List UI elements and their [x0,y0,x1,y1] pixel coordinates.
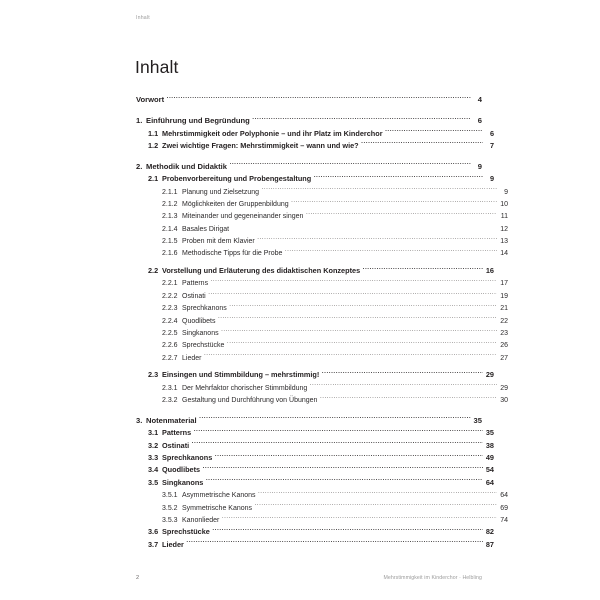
page-title: Inhalt [135,56,179,77]
toc-entry-number: 3. [136,415,143,425]
toc-entry-page: 17 [500,280,508,288]
toc-entry-page: 9 [504,188,508,196]
toc-dot-leader [199,411,470,423]
toc-entry-number: 1.1 [148,128,159,138]
toc-entry-label: Ostinati [182,292,206,300]
toc-entry-page: 23 [500,330,508,337]
toc-entry-label: Probenvorbereitung und Probengestaltung [162,174,312,184]
toc-entry-number: 2.2.2 [162,292,178,300]
toc-entry[interactable] [148,534,494,549]
toc-entry-number: 2.1.3 [162,213,178,221]
toc-entry-page: 11 [500,213,508,221]
toc-entry-label: Quodlibets [182,317,216,325]
toc-entry[interactable] [136,411,482,423]
toc-entry-number: 3.3 [148,453,159,463]
toc-entry-label: Lieder [182,354,202,362]
toc-entry-page: 16 [485,266,494,276]
toc-dot-leader [314,169,483,181]
toc-entry-page: 13 [500,238,508,246]
toc-entry[interactable] [162,273,508,288]
toc-dot-leader [227,335,497,347]
toc-dot-leader [206,472,483,484]
toc-entry-number: 2.2.4 [162,317,178,325]
toc-entry-page: 87 [485,539,494,549]
toc-entry[interactable] [148,423,494,438]
toc-entry-number: 2.1.6 [162,250,178,258]
toc-dot-leader [204,347,497,359]
toc-entry[interactable] [162,485,508,500]
toc-entry-label: Methodische Tipps für die Probe [182,250,283,258]
toc-entry-label: Vorstellung und Erläuterung des didaktischen Konzeptes [162,266,361,276]
toc-dot-leader [221,323,496,335]
toc-entry-number: 2.2.1 [162,280,178,288]
toc-entry-label: Symmetrische Kanons [182,504,253,512]
toc-entry-label: Planung und Zielsetzung [182,188,260,196]
toc-entry-number: 3.2 [148,440,159,450]
toc-entry-number: 2.1.2 [162,200,178,208]
toc-entry-number: 2.3.1 [162,384,178,392]
toc-dot-leader [232,218,497,230]
toc-dot-leader [257,231,496,243]
toc-entry-number: 3.5.2 [162,504,178,512]
toc-entry-page: 35 [485,428,494,438]
toc-entry[interactable] [136,90,482,105]
toc-entry[interactable] [136,111,482,126]
toc-entry-label: Möglichkeiten der Gruppenbildung [182,200,289,208]
toc-entry-page: 10 [500,200,508,208]
toc-entry-page: 4 [477,95,482,105]
toc-entry-number: 3.6 [148,527,159,537]
toc-entry-label: Einsingen und Stimmbildung – mehrstimmig! [162,370,320,380]
toc-dot-leader [203,460,483,472]
toc-dot-leader [285,243,497,255]
toc-entry-page: 9 [477,161,482,171]
toc-entry-label: Basales Dirigat [182,225,230,233]
toc-dot-leader [218,310,497,322]
toc-entry-label: Der Mehrfaktor chorischer Stimmbildung [182,384,308,392]
toc-dot-leader [192,435,483,447]
toc-entry-number: 3.4 [148,465,159,475]
toc-dot-leader [363,261,483,273]
toc-entry-number: 3.5.3 [162,517,178,525]
toc-dot-leader [258,485,496,497]
running-head: Inhalt [136,15,150,21]
toc-entry-label: Singkanons [182,330,219,337]
toc-entry-page: 30 [500,397,508,405]
toc-entry[interactable] [162,285,508,300]
toc-entry[interactable] [148,365,494,380]
toc-dot-leader [211,273,497,285]
toc-entry-page: 64 [485,477,494,487]
toc-entry-page: 6 [477,116,482,126]
toc-entry-label: Mehrstimmigkeit oder Polyphonie – und ihr Platz im Kinderchor [162,128,383,138]
toc-dot-leader [361,136,482,148]
toc-dot-leader [262,181,497,193]
toc-entry-page: 49 [485,453,494,463]
toc-entry-label: Vorwort [136,95,165,105]
toc-entry[interactable] [148,435,494,450]
toc-dot-leader [291,194,496,206]
toc-entry-label: Asymmetrische Kanons [182,492,256,500]
toc-entry-page: 35 [473,415,482,425]
toc-dot-leader [208,285,496,297]
toc-entry-label: Notenmaterial [146,415,197,425]
toc-entry-number: 3.1 [148,428,159,438]
toc-entry-page: 54 [485,465,494,475]
toc-entry-label: Quodlibets [162,465,201,475]
toc-entry-number: 2.1.1 [162,188,178,196]
toc-entry-page: 9 [489,174,494,184]
toc-entry-label: Kanonlieder [182,517,220,525]
toc-entry-label: Methodik und Didaktik [146,161,228,171]
toc-dot-leader [385,123,482,135]
toc-entry-page: 29 [485,370,494,380]
toc-entry-page: 22 [500,317,508,325]
toc-entry-number: 1.2 [148,140,159,150]
toc-dot-leader [255,497,497,509]
toc-dot-leader [167,90,471,102]
toc-entry-label: Lieder [162,539,184,549]
toc-entry-number: 2.3 [148,370,159,380]
toc-entry-page: 7 [489,140,494,150]
toc-entry-label: Gestaltung und Durchführung von Übungen [182,397,318,405]
toc-entry-page: 38 [485,440,494,450]
toc-entry-number: 3.5.1 [162,492,178,500]
toc-entry-number: 2.1 [148,174,159,184]
toc-entry-number: 2.1.4 [162,225,178,233]
toc-dot-leader [194,423,483,435]
toc-entry-number: 2.2.7 [162,354,178,362]
toc-entry-label: Sprechkanons [182,305,227,313]
toc-entry-page: 19 [500,292,508,300]
toc-entry-page: 6 [489,128,494,138]
toc-entry-label: Ostinati [162,440,190,450]
toc-entry-label: Zwei wichtige Fragen: Mehrstimmigkeit – wann und wie? [162,140,359,150]
toc-entry[interactable] [148,261,494,276]
footer-page-number: 2 [136,575,140,581]
toc-entry-number: 2.2 [148,266,159,276]
toc-dot-leader [252,111,470,123]
toc-entry-number: 2.3.2 [162,397,178,405]
toc-dot-leader [230,156,471,168]
toc-entry-page: 27 [500,354,508,362]
toc-entry-page: 26 [500,342,508,350]
toc-entry-number: 3.7 [148,539,159,549]
toc-entry[interactable] [162,347,508,362]
toc-entry-page: 69 [500,504,508,512]
toc-entry-label: Proben mit dem Klavier [182,238,255,246]
toc-entry-page: 21 [500,305,508,313]
toc-dot-leader [306,206,497,218]
toc-entry-label: Sprechkanons [162,453,213,463]
toc-entry-label: Einführung und Begründung [146,116,250,126]
toc-entry-label: Sprechstücke [162,527,210,537]
toc-dot-leader [215,448,483,460]
toc-entry-page: 29 [500,384,508,392]
toc-entry-page: 82 [485,527,494,537]
toc-entry-number: 2.2.3 [162,305,178,313]
toc-entry-label: Patterns [182,280,209,288]
toc-entry[interactable] [162,298,508,313]
toc-entry[interactable] [148,448,494,463]
toc-entry-page: 74 [500,517,508,525]
toc-entry-number: 2.2.5 [162,330,178,337]
toc-entry-number: 1. [136,116,143,126]
toc-dot-leader [310,377,497,389]
toc-entry-page: 14 [500,250,508,258]
toc-entry-label: Singkanons [162,477,204,487]
toc-dot-leader [322,365,483,377]
toc-entry-page: 12 [500,225,508,233]
toc-entry-label: Sprechstücke [182,342,225,350]
toc-entry-page: 64 [500,492,508,500]
toc-dot-leader [229,298,496,310]
toc-entry-number: 2.1.5 [162,238,178,246]
toc-dot-leader [186,534,482,546]
toc-dot-leader [212,522,482,534]
toc-dot-leader [222,510,497,522]
toc-entry-label: Miteinander und gegeneinander singen [182,213,304,221]
toc-entry-label: Patterns [162,428,192,438]
toc-entry-number: 2.2.6 [162,342,178,350]
toc-entry-number: 2. [136,161,143,171]
table-of-contents [136,90,508,549]
toc-entry[interactable] [136,156,482,171]
footer-credit: Mehrstimmigkeit im Kinderchor · Helbling [383,575,482,581]
toc-section-spacer [136,102,482,110]
toc-entry-number: 3.5 [148,477,159,487]
toc-dot-leader [320,390,497,402]
